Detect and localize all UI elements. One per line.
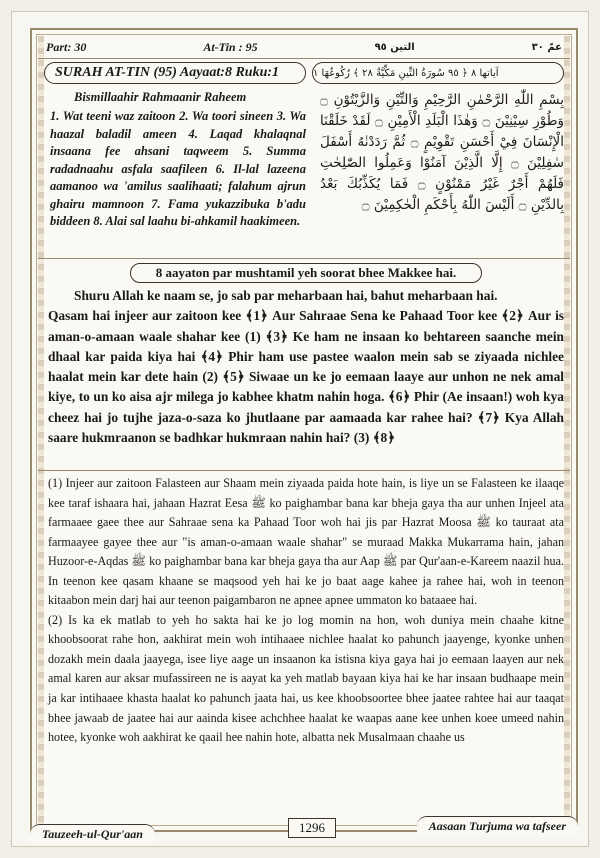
footer-book-title: Tauzeeh-ul-Qur'aan	[30, 824, 155, 842]
footnote-1: (1) Injeer aur zaitoon Falasteen aur Shaam mein ziyaada paida hote hain, is liye un se Falasteen ke ilaaqe kee taraf ishaara hai, jahaan Hazrat Eesa ﷺ ko paighambar bana kar bheja gaya tha aur unhen Injeel ata farmaaee gaee thee aur Sahraae sena ka Pahaad Toor woh hai jis par Hazrat Moosa ﷺ ko tauraat ata farmaayee gayee thee aur "is aman-o-amaan waale shahar" se muraad Makka Mukarrama hain, jahan Huzoor-e-Aqdas ﷺ ko paighambar bana kar bheja gaya tha aur Aap ﷺ par Qur'aan-e-Kareem naazil hua. In teenon kee qasam khaane se maqsood yeh hai ke jo baat aage kahee ja rahee hai, woh in teenon kitaabon mein darj hai aur teenon paigambaron ne apnee apnee ummaton ko bataaee hai.	[48, 476, 565, 608]
roman-transliteration: 1. Wat teeni waz zaitoon 2. Wa toori sineen 3. Wa haazal baladil ameen 4. Laqad khalaqnal insaana fee ahsani taqweem 5. Summa radadnaahu asfala saafileen 6. Il-lal lazeena aamanoo wa 'amilus saalihaati; falahum ajrun ghairu mamnoon 7. Fama yukazzibuka b'adu biddeen 8. Alai sal laahu bi-ahkamil haakimeen.	[50, 109, 306, 228]
translation-opening: Shuru Allah ke naam se, jo sab par meharbaan hai, bahut meharbaan hai.	[74, 288, 498, 303]
header-part: Part: 30	[46, 39, 87, 54]
section-divider-top	[38, 258, 570, 259]
section-divider-notes	[38, 470, 570, 471]
header-surah-page: At-Tin : 95	[203, 39, 258, 54]
arabic-verses: بِسْمِ اللّٰهِ الرَّحْمٰنِ الرَّحِيْمِ وَالتِّيْنِ وَالزَّيْتُوْنِ ۝ وَطُوْرِ سِيْنِيْنَ ۝ وَهٰذَا الْبَلَدِ الْأَمِيْنِ ۝ لَقَدْ خَلَقْنَا الْإِنْسَانَ فِيْ أَحْسَنِ تَقْوِيْمٍ ۝ ثُمَّ رَدَدْنٰهُ أَسْفَلَ سٰفِلِيْنَ ۝ إِلَّا الَّذِيْنَ آمَنُوْا وَعَمِلُوا الصّٰلِحٰتِ فَلَهُمْ أَجْرٌ غَيْرُ مَمْنُوْنٍ ۝ فَمَا يُكَذِّبُكَ بَعْدُ بِالدِّيْنِ ۝ أَلَيْسَ اللّٰهُ بِأَحْكَمِ الْحٰكِمِيْنَ ۝	[320, 92, 564, 213]
footnotes-section	[48, 474, 564, 748]
page-header	[38, 36, 570, 59]
bismillah-roman: Bismillaahir Rahmaanir Raheem	[74, 90, 247, 104]
footer-subtitle: Aasaan Turjuma wa tafseer	[417, 816, 578, 834]
surah-section	[44, 60, 566, 256]
translation-body: Qasam hai injeer aur zaitoon kee ﴾1﴿ Aur Sahraae Sena ke Pahaad Toor kee ﴾2﴿ Aur is aman-o-amaan waale shahar kee (1) ﴾3﴿ Ke ham ne insaan ko behtareen saanche mein dhaal kar paida kiya hai ﴾4﴿ Phir ham use pastee waalon mein sab se ziyaada nichlee haalat mein kar dete hain (2) ﴾5﴿ Siwaae un ke jo eemaan laaye aur unhon ne nek amal kiye, to un ko aisa ajr milega jo kabhee khatm nahin hoga. ﴾6﴿ Phir (Ae insaan!) woh kya cheez hai jo tujhe jaza-o-saza ko jhutlaane par aamaada kar rahee hai? ﴾7﴿ Kya Allah saare hukmraanon se badhkar hukmraan nahin hai? (3) ﴾8﴿	[48, 308, 564, 446]
header-arabic-center: التين ٩٥	[374, 41, 415, 53]
footer-page-number: 1296	[288, 818, 336, 838]
page-footer	[30, 818, 578, 846]
arabic-surah-title: آياتها ٨ ﴿ ٩٥ سُورَةُ التِّينِ مَكِّيَّةٌ ٢٨ ﴾ رُكُوعُهَا ١	[312, 62, 564, 84]
surah-title: SURAH AT-TIN (95) Aayaat:8 Ruku:1	[44, 62, 306, 84]
footnote-2: (2) Is ka ek matlab to yeh ho sakta hai ke jo log momin na hon, woh duniya mein chaahe kitne khoobsoorat rahe hon, aakhirat mein woh intihaaee nichlee haalat ko pahunch jaayenge, kyonke unhen dozakh mein daala jaayega, isee liye aage un insaanon ka istisna kiya gaya hai jo eemaan laayen aur nek amal karen aur aksar mufassireen ne is aayat ka yeh matlab bayaan kiya hai ke har insaan budhaape mein ja kar intihaaee khasta haalat ko pahunch jaata hai, us kee khoobsoortee bhee jaatee rahtee hai aur taaqat bhee jawaab de jaatee hai aur aainda kisee achchhee haalat ke waapas aane kee unhen koee umeed nahin hotee, kyonke woh aakhirat ke qaail hee nahin hote, albatta nek Musalmaan chaahe us	[48, 612, 564, 745]
translation-section	[48, 286, 564, 448]
surah-info-pill: 8 aayaton par mushtamil yeh soorat bhee Makkee hai.	[130, 263, 482, 283]
header-arabic-right: عمّ ٣٠	[531, 41, 562, 53]
